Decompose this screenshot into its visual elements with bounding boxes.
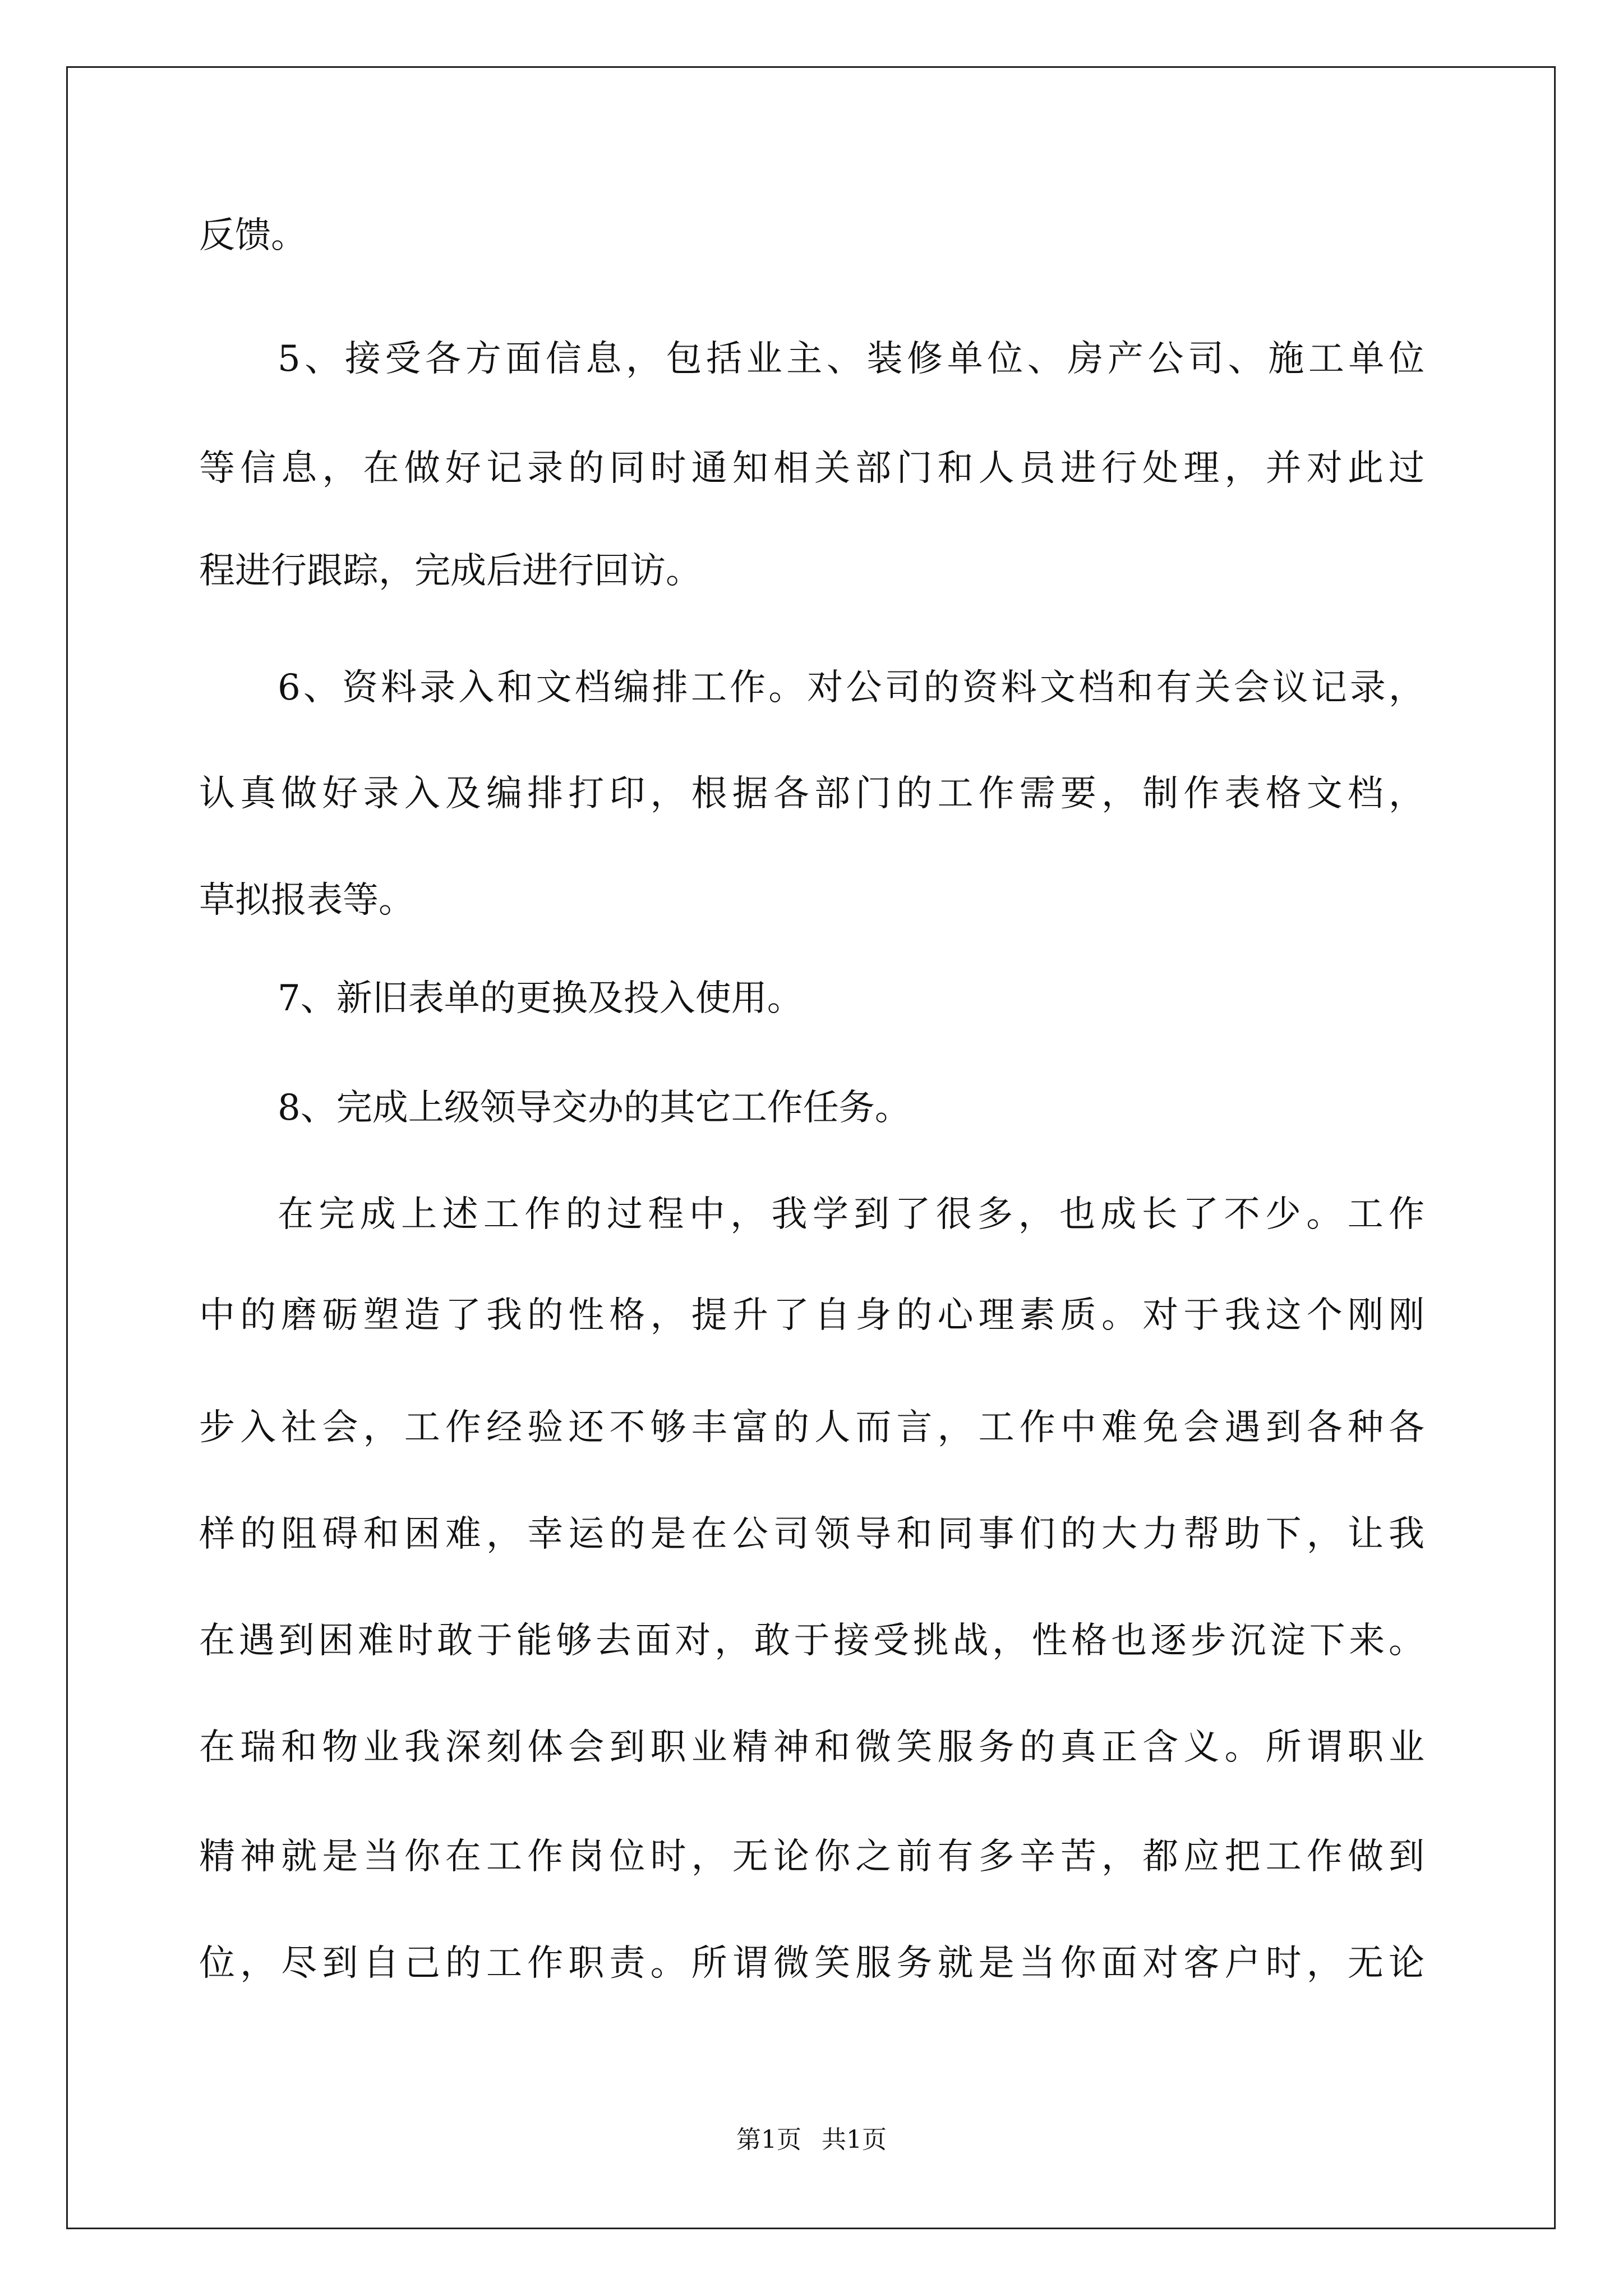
page-border xyxy=(66,66,1556,2229)
paragraph-line: 精神就是当你在工作岗位时，无论你之前有多辛苦，都应把工作做到 xyxy=(199,1836,1424,1878)
paragraph-line: 等信息，在做好记录的同时通知相关部门和人员进行处理，并对此过 xyxy=(199,448,1424,489)
paragraph-line: 6、资料录入和文档编排工作。对公司的资料文档和有关会议记录， xyxy=(278,667,1424,708)
page-total: 共1页 xyxy=(822,2125,887,2154)
paragraph-line: 中的磨砺塑造了我的性格，提升了自身的心理素质。对于我这个刚刚 xyxy=(199,1295,1424,1336)
paragraph-line: 样的阻碍和困难，幸运的是在公司领导和同事们的大力帮助下，让我 xyxy=(199,1513,1424,1555)
paragraph-line: 在瑞和物业我深刻体会到职业精神和微笑服务的真正含义。所谓职业 xyxy=(199,1727,1424,1768)
paragraph-line: 5、接受各方面信息，包括业主、装修单位、房产公司、施工单位 xyxy=(278,338,1424,380)
paragraph-line: 7、新旧表单的更换及投入使用。 xyxy=(278,978,803,1019)
paragraph-line: 草拟报表等。 xyxy=(199,880,414,921)
paragraph-line: 在遇到困难时敢于能够去面对，敢于接受挑战，性格也逐步沉淀下来。 xyxy=(199,1620,1424,1662)
page-footer xyxy=(0,2124,1623,2156)
paragraph-line: 位，尽到自己的工作职责。所谓微笑服务就是当你面对客户时，无论 xyxy=(199,1943,1424,1984)
paragraph-line: 步入社会，工作经验还不够丰富的人而言，工作中难免会遇到各种各 xyxy=(199,1407,1424,1448)
page-number: 第1页 xyxy=(736,2125,801,2154)
paragraph-line: 认真做好录入及编排打印，根据各部门的工作需要，制作表格文档， xyxy=(199,773,1424,815)
paragraph-line: 在完成上述工作的过程中，我学到了很多，也成长了不少。工作 xyxy=(278,1194,1424,1235)
paragraph-line: 程进行跟踪，完成后进行回访。 xyxy=(199,550,702,592)
paragraph-line: 反馈。 xyxy=(199,215,307,256)
paragraph-line: 8、完成上级领导交办的其它工作任务。 xyxy=(278,1087,911,1129)
